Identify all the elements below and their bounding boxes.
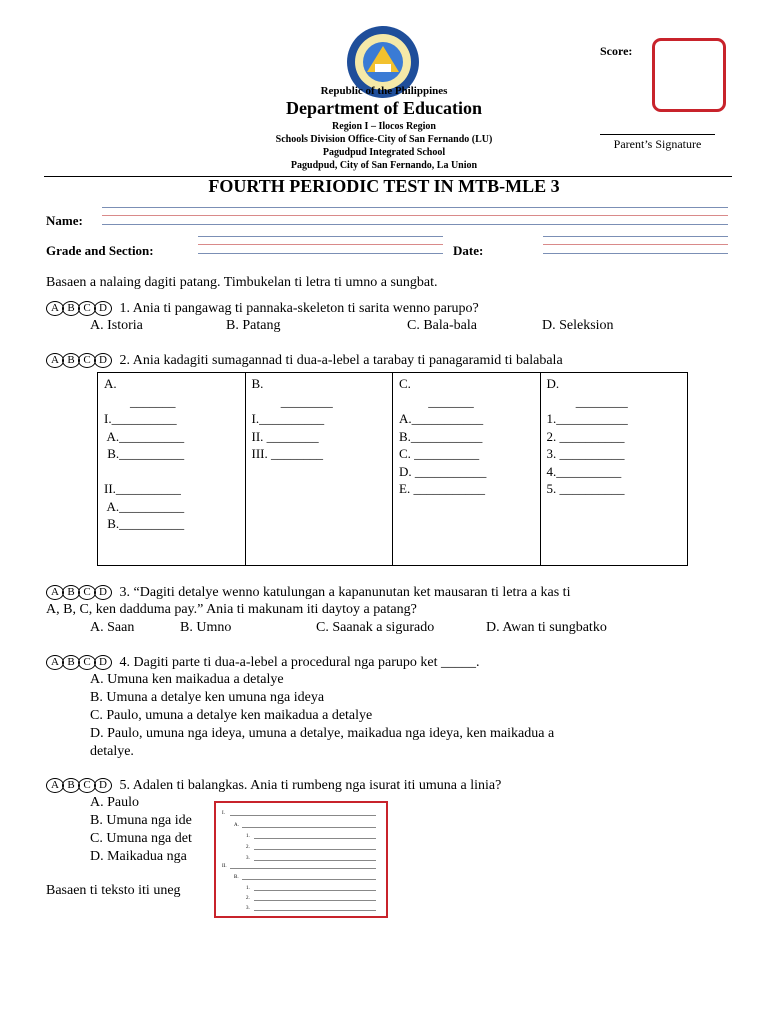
score-label: Score: [600,44,633,58]
column-head: D. [546,376,560,391]
inset-line [254,860,376,861]
inset-label: 1. [246,886,250,891]
choice: A. Umuna ken maikadua a detalye [90,672,284,687]
question-text: 1. Ania ti pangawag ti pannaka-skeleton ti sarita wenno parupo? [119,301,479,316]
bubble-d[interactable]: D [94,353,112,368]
inset-line [254,849,376,850]
bubble-a[interactable]: A [46,655,64,670]
department-title: Department of Education [286,98,482,118]
choice: D. Maikadua nga [90,849,187,864]
outline-image [214,801,388,918]
inset-label: 1. [246,834,250,839]
bubble-c[interactable]: C [78,301,96,316]
bubble-c[interactable]: C [78,655,96,670]
outline-column-c [393,373,541,565]
inset-line [254,910,376,911]
question-4 [46,655,479,671]
bubble-d[interactable]: D [94,585,112,600]
choice: C. Saanak a sigurado [316,620,435,635]
outline-column-a [98,373,246,565]
score-box[interactable] [652,38,726,112]
answer-bubbles[interactable] [46,655,110,670]
region-text: Region I – Ilocos Region [332,121,436,132]
name-line-guide [102,215,728,216]
outline-column-b [246,373,394,565]
answer-bubbles[interactable] [46,778,110,793]
bubble-a[interactable]: A [46,585,64,600]
closing-text: Basaen ti teksto iti uneg [46,883,181,898]
instructions-text: Basaen a nalaing dagiti patang. Timbukelan ti letra ti umno a sungbat. [46,275,438,290]
division-text: Schools Division Office-City of San Fernando (LU) [275,134,493,145]
choice: C. Umuna nga det [90,831,192,846]
bubble-c[interactable]: C [78,585,96,600]
column-head: C. [399,376,411,391]
bubble-b[interactable]: B [62,301,80,316]
test-title: FOURTH PERIODIC TEST IN MTB-MLE 3 [208,176,560,196]
grade-section-line[interactable] [198,236,443,237]
answer-bubbles[interactable] [46,585,110,600]
address-text: Pagudpud, City of San Fernando, La Union [290,160,478,171]
choice: A. Istoria [90,318,143,333]
column-body: ________ 1.___________ 2. __________ 3. __________ 4.__________ 5. __________ [546,393,628,496]
column-body: _______ I.__________ A.__________ B.__________ II.__________ A.__________ B.__________ [104,393,185,531]
date-line-guide [543,253,728,254]
question-5 [46,778,501,794]
choice: C. Paulo, umuna a detalye ken maikadua a detalye [90,708,373,723]
outline-options-table [97,372,688,566]
question-1 [46,301,479,317]
republic-text: Republic of the Philippines [320,85,448,97]
column-body: ________ I.__________ II. ________ III. ________ [251,393,333,461]
question-3-continued: A, B, C, ken dadduma pay.” Ania ti makunam iti daytoy a patang? [46,602,417,617]
choice: A. Saan [90,620,135,635]
bubble-d[interactable]: D [94,778,112,793]
choice: D. Paulo, umuna nga ideya, umuna a detalye, maikadua nga ideya, ken maikadua a [90,726,555,741]
inset-line [242,827,376,828]
signature-line [600,134,715,135]
bubble-b[interactable]: B [62,778,80,793]
choice: B. Umuna nga ide [90,813,192,828]
outline-column-d [541,373,688,565]
inset-label: A. [234,823,239,828]
choice: C. Bala-bala [407,318,477,333]
choice: B. Patang [226,318,281,333]
inset-label: 3. [246,856,250,861]
inset-line [230,815,376,816]
name-line-guide [102,224,728,225]
choice: D. Seleksion [542,318,614,333]
inset-line [254,890,376,891]
inset-line [254,900,376,901]
question-2 [46,353,563,369]
inset-label: 2. [246,845,250,850]
question-text: 3. “Dagiti detalye wenno katulungan a kapanunutan ket mausaran ti letra a kas ti [119,585,571,600]
date-line-guide [543,244,728,245]
date-label: Date: [453,243,484,258]
bubble-b[interactable]: B [62,655,80,670]
question-text: 5. Adalen ti balangkas. Ania ti rumbeng nga isurat iti umuna a linia? [119,778,502,793]
answer-bubbles[interactable] [46,353,110,368]
column-head: A. [104,376,117,391]
inset-label: 3. [246,906,250,911]
name-line[interactable] [102,207,728,208]
bubble-d[interactable]: D [94,655,112,670]
bubble-a[interactable]: A [46,778,64,793]
grade-line-guide [198,253,443,254]
choice: B. Umuna a detalye ken umuna nga ideya [90,690,325,705]
column-head: B. [251,376,264,391]
question-3 [46,585,570,601]
choice: D. Awan ti sungbatko [486,620,607,635]
inset-label: I. [222,811,225,816]
column-body: _______ A.___________ B.___________ C. __________ D. ___________ E. ___________ [399,393,487,496]
signature-label: Parent’s Signature [613,137,702,151]
inset-line [230,868,376,869]
choice: A. Paulo [90,795,139,810]
question-text: 2. Ania kadagiti sumagannad ti dua-a-lebel a tarabay ti panagaramid ti balabala [119,353,563,368]
inset-label: B. [234,875,239,880]
choice-continued: detalye. [90,744,134,759]
name-label: Name: [46,213,83,228]
grade-section-label: Grade and Section: [46,243,154,258]
bubble-c[interactable]: C [78,353,96,368]
inset-label: 2. [246,896,250,901]
question-text: 4. Dagiti parte ti dua-a-lebel a procedural nga parupo ket _____. [119,655,480,670]
inset-label: II. [222,864,227,869]
choice: B. Umno [180,620,232,635]
date-line[interactable] [543,236,728,237]
bubble-c[interactable]: C [78,778,96,793]
answer-bubbles[interactable] [46,301,110,316]
bubble-d[interactable]: D [94,301,112,316]
bubble-a[interactable]: A [46,301,64,316]
inset-line [254,838,376,839]
inset-line [242,879,376,880]
school-text: Pagudpud Integrated School [322,147,446,158]
grade-line-guide [198,244,443,245]
bubble-a[interactable]: A [46,353,64,368]
bubble-b[interactable]: B [62,353,80,368]
bubble-b[interactable]: B [62,585,80,600]
